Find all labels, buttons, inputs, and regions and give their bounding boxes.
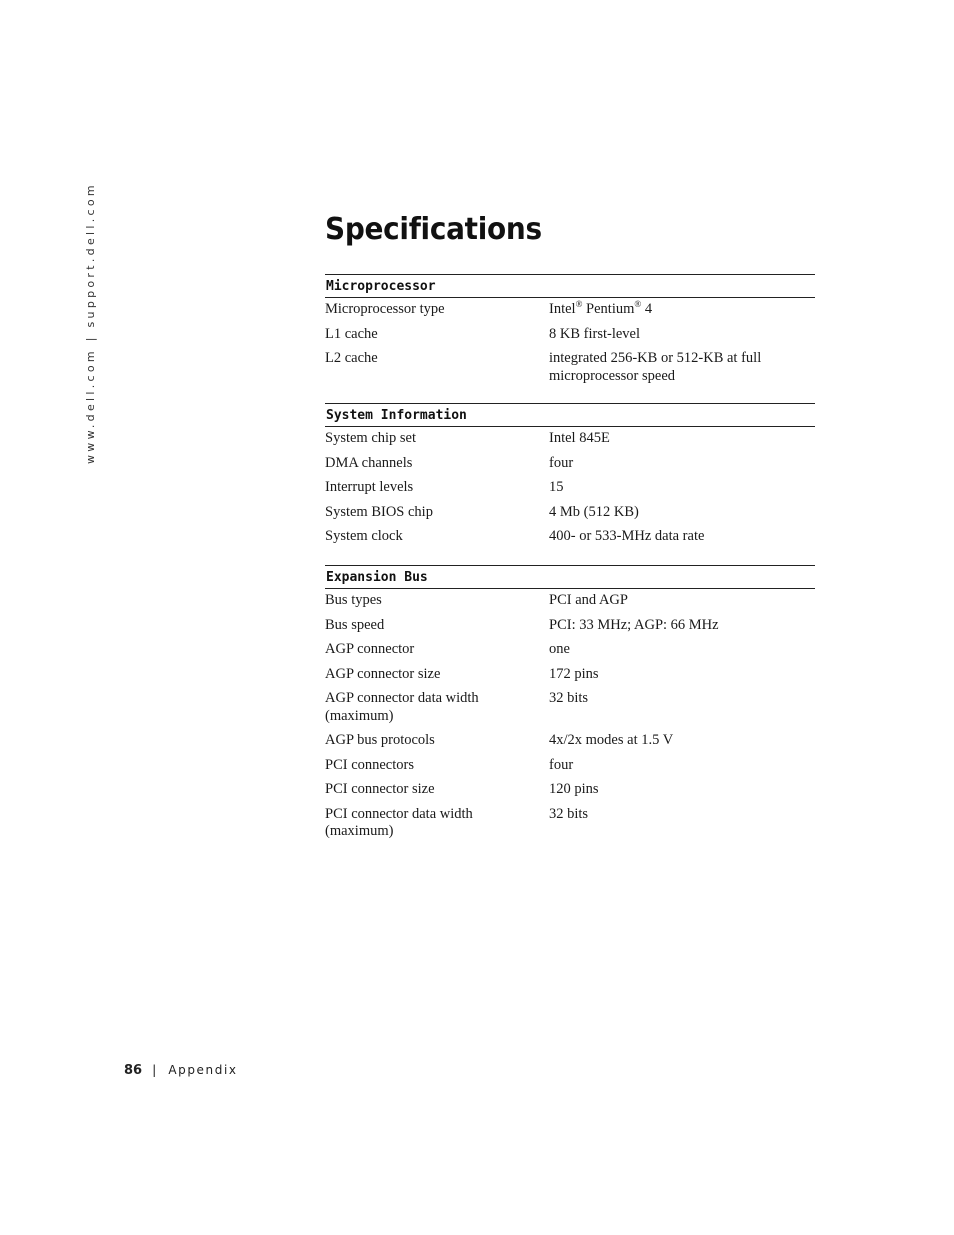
spec-value: PCI: 33 MHz; AGP: 66 MHz [549, 616, 719, 633]
spec-value-part: 4 [641, 301, 653, 317]
spec-value: 8 KB first-level [549, 325, 641, 342]
spec-value-part: Pentium [582, 301, 635, 317]
spec-row [325, 781, 815, 799]
spec-row [325, 666, 815, 684]
spec-value: 15 [549, 479, 564, 495]
spec-label: PCI connector data width (maximum) [325, 805, 473, 839]
spec-value: integrated 256-KB or 512-KB at full microprocessor speed [549, 350, 762, 384]
spec-value-part: Intel [549, 301, 576, 317]
spec-label: L1 cache [325, 325, 378, 342]
spec-label: System chip set [325, 430, 417, 446]
spec-value: PCI and AGP [549, 592, 628, 608]
spec-value: 32 bits [549, 690, 589, 706]
spec-label: Interrupt levels [325, 479, 414, 495]
spec-value: 400- or 533-MHz data rate [549, 528, 705, 544]
section-heading: System Information [325, 403, 815, 427]
page-number: 86 [124, 1063, 143, 1078]
spec-row [325, 455, 815, 473]
section-heading: Expansion Bus [325, 565, 815, 589]
spec-value: 4 Mb (512 KB) [549, 503, 639, 520]
spec-label: System BIOS chip [325, 503, 433, 520]
spec-label: PCI connectors [325, 756, 414, 773]
spec-value: one [549, 641, 570, 657]
spec-row [325, 326, 815, 344]
spec-row [325, 690, 815, 725]
registered-mark: ® [634, 299, 642, 310]
page-title: Specifications [325, 212, 542, 247]
spec-value [549, 301, 815, 319]
spec-row [325, 641, 815, 659]
spec-label: System clock [325, 528, 403, 544]
spec-row [325, 479, 815, 497]
section-expansion-bus [325, 565, 815, 848]
spec-row [325, 350, 815, 385]
spec-value: 32 bits [549, 805, 589, 822]
page-footer [124, 1062, 238, 1078]
spec-label: AGP connector data width (maximum) [325, 690, 479, 724]
spec-label: AGP connector size [325, 665, 441, 682]
spec-value: 172 pins [549, 665, 599, 682]
spec-row [325, 617, 815, 635]
spec-label: DMA channels [325, 454, 413, 471]
spec-label: AGP bus protocols [325, 732, 435, 748]
spec-label: Microprocessor type [325, 301, 445, 317]
spec-row [325, 301, 815, 319]
spec-label: Bus types [325, 592, 382, 608]
spec-row [325, 732, 815, 750]
section-system-information [325, 403, 815, 553]
spec-row [325, 592, 815, 610]
spec-row [325, 504, 815, 522]
spec-label: AGP connector [325, 641, 415, 657]
spec-row [325, 757, 815, 775]
sidebar-url: www.dell.com | support.dell.com [84, 182, 97, 464]
chapter-name: Appendix [168, 1063, 238, 1077]
spec-label: PCI connector size [325, 781, 435, 797]
spec-row [325, 806, 815, 841]
spec-value: 4x/2x modes at 1.5 V [549, 732, 674, 748]
spec-value: four [549, 756, 574, 773]
spec-value: Intel 845E [549, 430, 610, 446]
registered-mark: ® [575, 299, 583, 310]
spec-row [325, 430, 815, 448]
spec-value: four [549, 454, 574, 471]
spec-value: 120 pins [549, 781, 599, 797]
section-microprocessor [325, 274, 815, 392]
spec-label: L2 cache [325, 350, 378, 366]
spec-label: Bus speed [325, 616, 385, 633]
footer-separator: | [152, 1062, 157, 1077]
section-heading: Microprocessor [325, 274, 815, 298]
spec-row [325, 528, 815, 546]
